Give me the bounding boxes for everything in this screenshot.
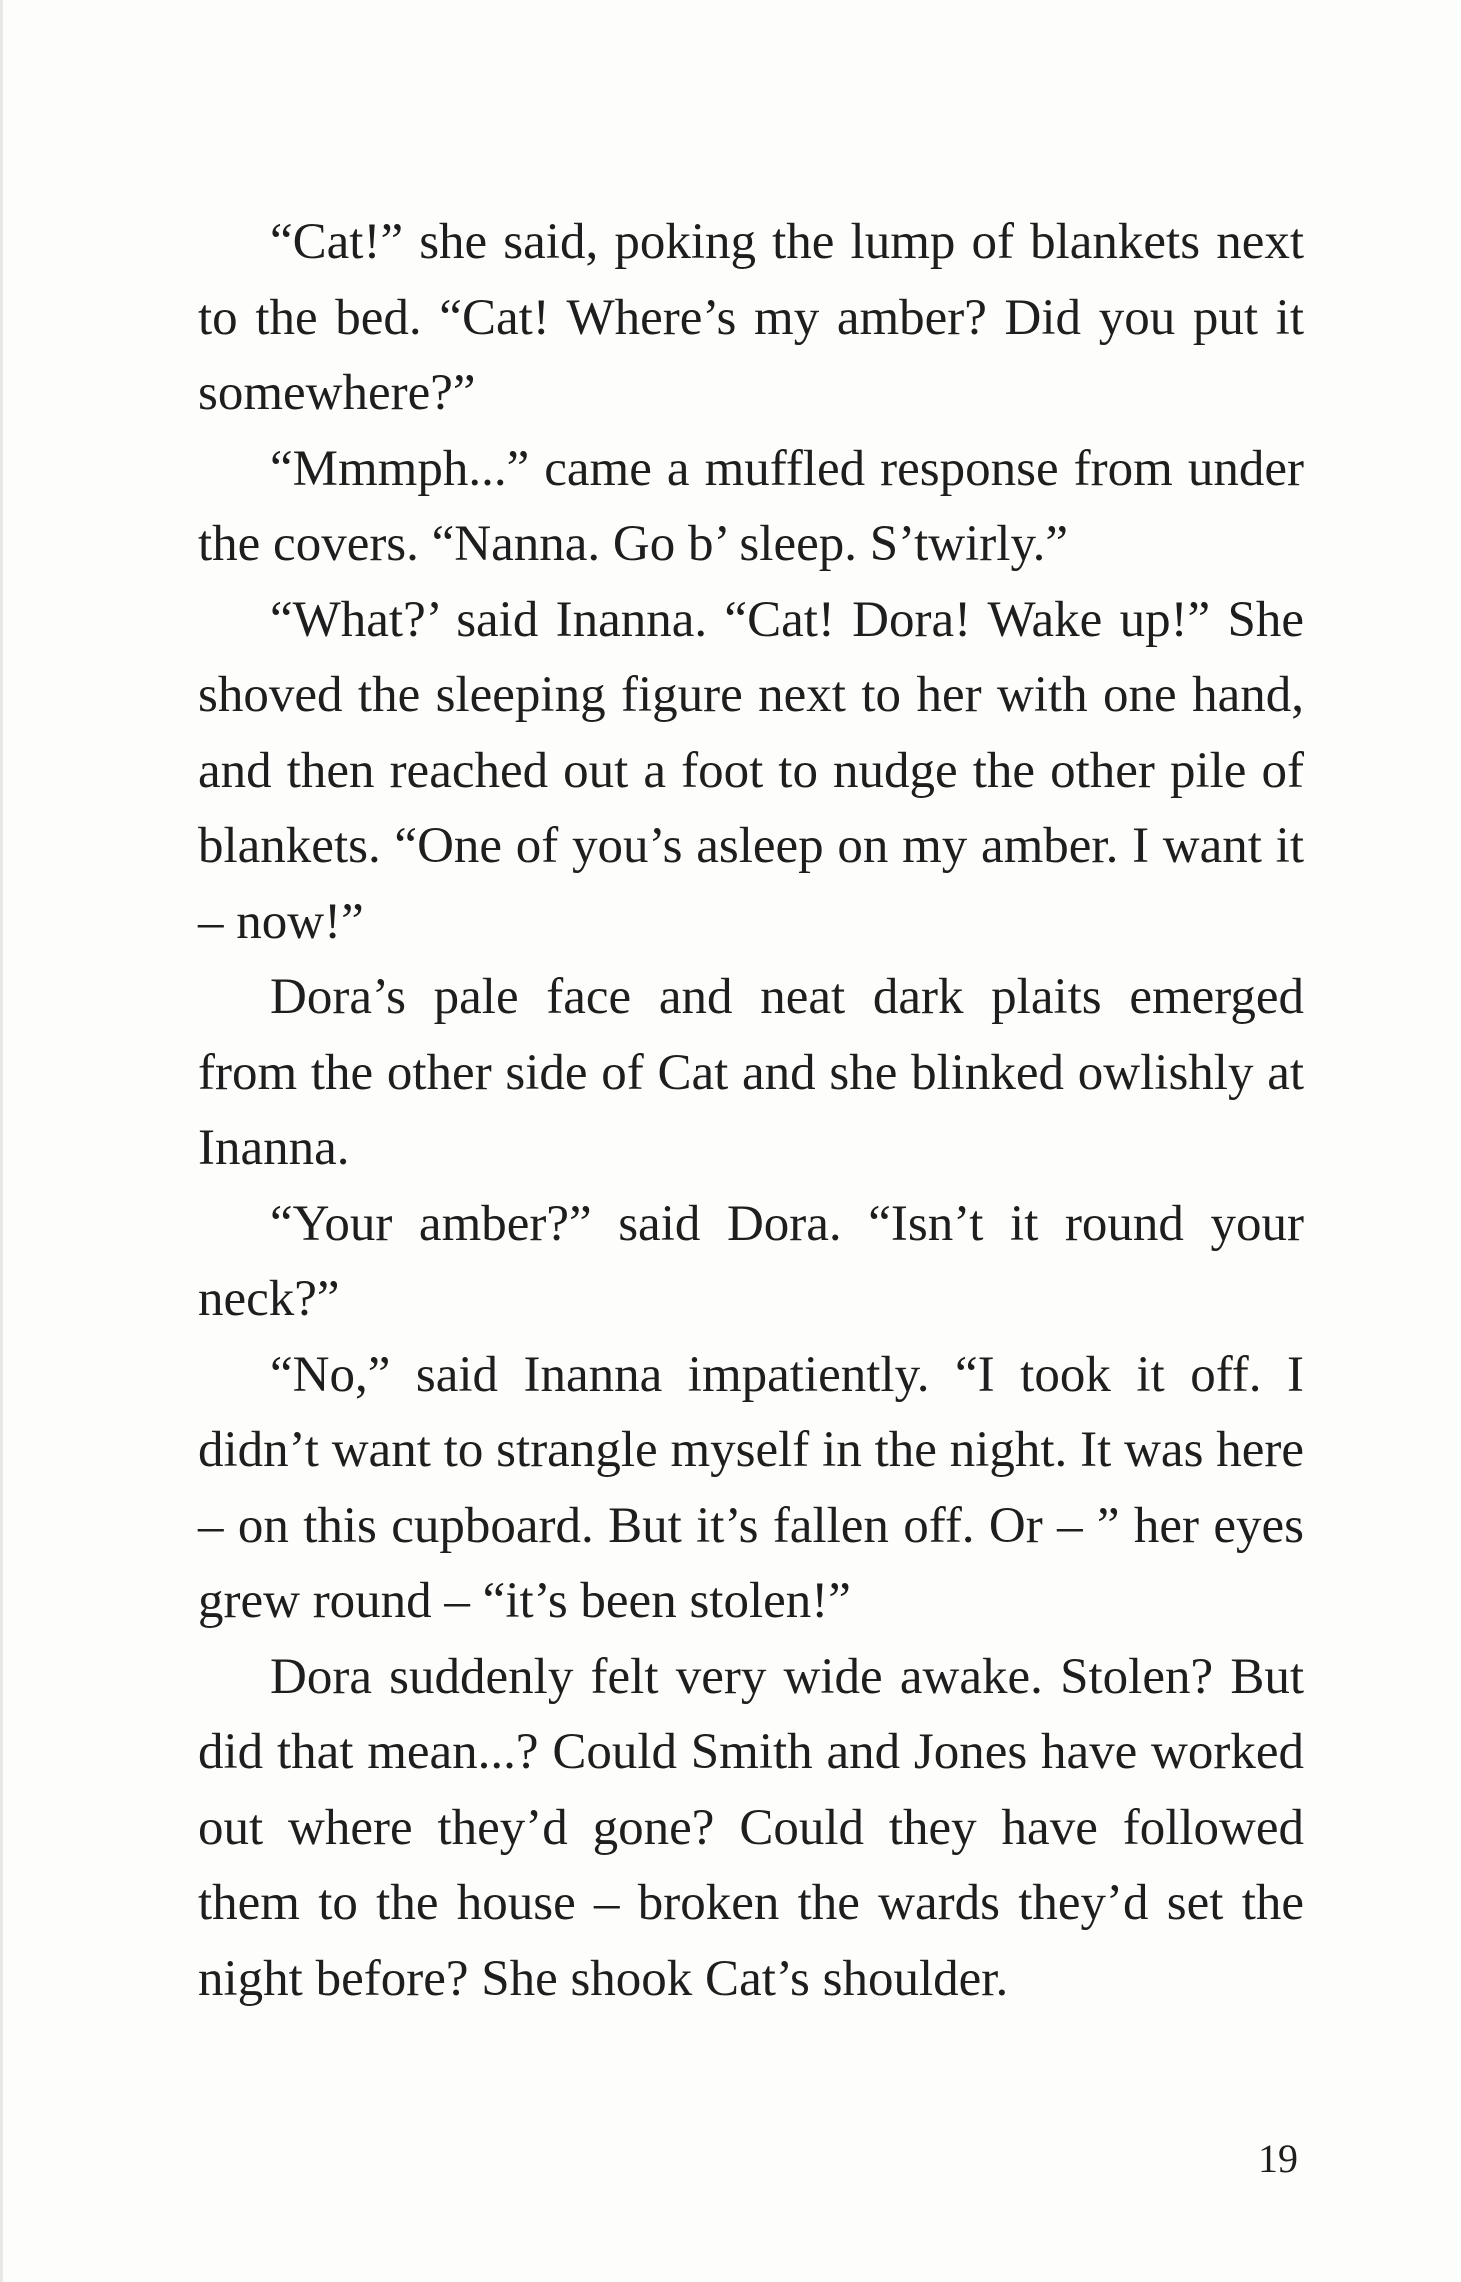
paragraph: “What?’ said Inanna. “Cat! Dora! Wake up!” She shoved the sleeping figure next to her with one hand, and then reached out a foot to nudge the other pile of blankets. “One of you’s asleep on my amber. I want it – now!” xyxy=(198,591,1304,950)
paragraph: “Cat!” she said, poking the lump of blankets next to the bed. “Cat! Where’s my amber? Did you put it somewhere?” xyxy=(198,214,1304,421)
paragraph: “Mmmph...” came a muffled response from under the covers. “Nanna. Go b’ sleep. S’twirly.” xyxy=(198,440,1304,572)
paragraph: Dora’s pale face and neat dark plaits emerged from the other side of Cat and she blinked owlishly at Inanna. xyxy=(198,969,1304,1176)
paragraph: “Your amber?” said Dora. “Isn’t it round your neck?” xyxy=(198,1195,1304,1327)
paragraph: “No,” said Inanna impatiently. “I took it off. I didn’t want to strangle myself in the night. It was here – on this cupboard. But it’s fallen off. Or – ” her eyes grew round – “it’s been stolen!” xyxy=(198,1346,1304,1629)
body-text xyxy=(198,205,1304,2017)
page-number: 19 xyxy=(1258,2136,1298,2181)
page-edge xyxy=(0,0,3,2282)
paragraph: Dora suddenly felt very wide awake. Stolen? But did that mean...? Could Smith and Jones have worked out where they’d gone? Could they have followed them to the house – broken the wards they’d set the night before? She shook Cat’s shoulder. xyxy=(198,1648,1304,2007)
